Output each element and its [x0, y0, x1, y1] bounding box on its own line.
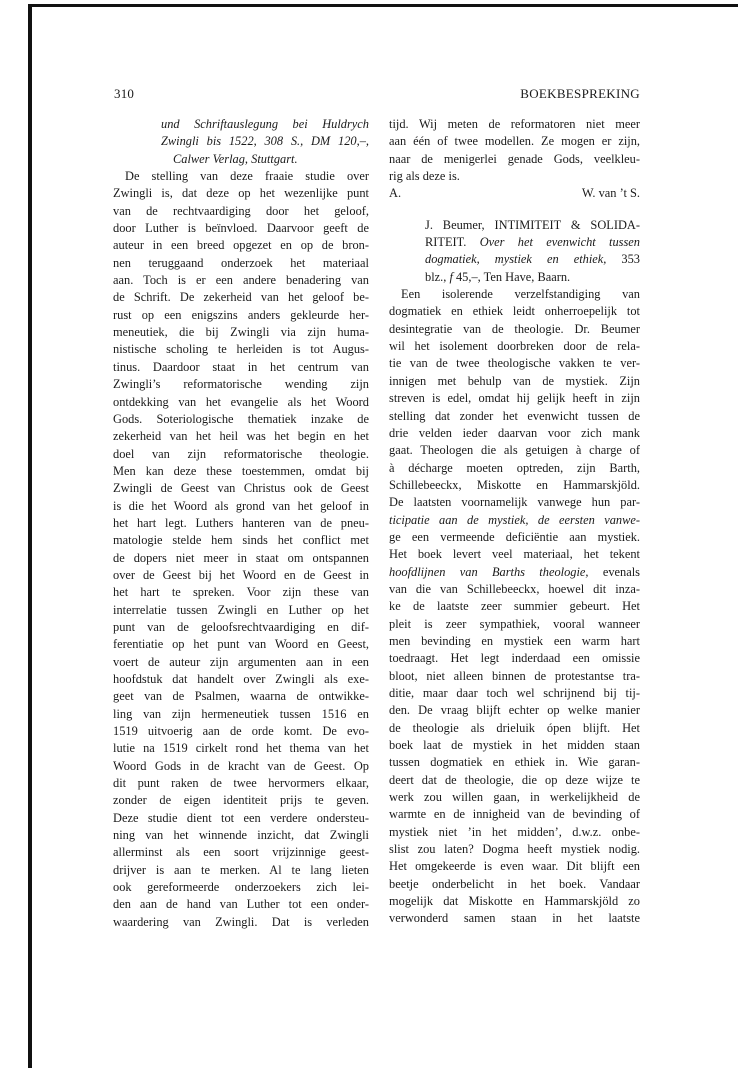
text-line: De stelling van deze fraaie studie over	[125, 169, 369, 184]
text-line: interrelatie tussen Zwingli en Luther op het	[113, 602, 369, 617]
scan-border-left	[28, 4, 32, 1068]
citation-line	[389, 234, 640, 251]
citation-line: Calwer Verlag, Stuttgart.	[173, 151, 298, 166]
text-line: den aan de hand van Luther tot een onder-	[113, 897, 369, 912]
text-line: het hart legt. Luthers hanteren van de pneu-	[113, 515, 369, 530]
text-line: door Luther is beïnvloed. Daarvoor geeft de	[113, 221, 369, 236]
text-line: allerminst als een soort vrijzinnige geest-	[113, 845, 369, 860]
citation-line	[389, 269, 640, 286]
text-line: van de rechtvaardiging door het geloof,	[113, 203, 369, 218]
text-line: bloot, niet alleen binnen de protestantse tra-	[389, 668, 640, 683]
text-line: mogelijk dat Miskotte en Hammarskjöld zo	[389, 894, 640, 909]
text-line: rig als deze is.	[389, 169, 460, 184]
text-line: streven is edel, omdat hij gelijk heeft in zijn	[389, 391, 640, 406]
text-line: doel van zijn reformatorische theologie.	[113, 446, 369, 461]
text-line: wil het isolement doorbreken door de rela-	[389, 339, 640, 354]
text-line: 1519 uitvoerig aan de orde komt. De evo-	[113, 724, 369, 739]
text-line: zekerheid van het heil was het begin en het	[113, 429, 369, 444]
running-head: BOEKBESPREKING	[520, 86, 640, 101]
text-line	[389, 564, 640, 581]
section-gap	[389, 203, 640, 217]
text-line: lutie na 1519 cirkelt rond het thema van het	[113, 741, 369, 756]
left-column	[113, 116, 369, 931]
text-line: aan. Toch is er een andere benadering van	[113, 273, 369, 288]
scan-border-top	[28, 4, 738, 7]
text-line: boek laat de mystiek in het midden staan	[389, 738, 640, 753]
text-line: de theologie als drieluik ópen blijft. Het	[389, 720, 640, 735]
text-line: stelling dat zonder het evenwicht tussen de	[389, 408, 640, 423]
text-line: Een isolerende verzelfstandiging van	[401, 287, 640, 302]
text-line: pleit is zeer sympathiek, vooral wanneer	[389, 616, 640, 631]
review-body	[389, 286, 640, 928]
text-line: ontdekking van het evangelie als het Woord	[113, 394, 369, 409]
text-line: ke de laatste zeer summier gebeurt. Het	[389, 599, 640, 614]
text-line: ticipatie aan de mystiek, de eersten vanwe-	[389, 512, 640, 527]
text-line: rust op een enigszins anders gekleurde her-	[113, 307, 369, 322]
text-line: is die het Woord als grond van het geloof in	[113, 498, 369, 513]
citation-line: Zwingli bis 1522, 308 S., DM 120,–,	[161, 134, 369, 149]
text-line: ook gereformeerde onderzoekers zich lei-	[113, 880, 369, 895]
text-line: de dopers niet meer in staat om ontspannen	[113, 550, 369, 565]
citation-line: und Schriftauslegung bei Huldrych	[161, 117, 369, 131]
text-line: dogmatiek en ethiek leidt onherroepelijk tot	[389, 304, 640, 319]
citation-title-end: RITEIT.	[425, 235, 480, 250]
text-line: warmte en de innigheid van de bevinding of	[389, 807, 640, 822]
text-line: ling van zijn hermeneutiek tussen 1516 en	[113, 706, 369, 721]
review-continuation	[389, 116, 640, 185]
text-line: voert de auteur zijn argumenten aan in een	[113, 654, 369, 669]
text-line: Zwingli is, dat deze op het wezenlijke punt	[113, 186, 369, 201]
text-line: ferentiatie op het punt van Woord en Geest,	[113, 637, 369, 652]
text-line: punt van de geloofsrechtvaardiging en dif-	[113, 619, 369, 634]
text-line: Woord Gods in de kracht van de Geest. Op	[113, 758, 369, 773]
text-line: auteur in een breed opgezet en op de bron-	[113, 238, 369, 253]
text-line: geet van de Psalmen, waarna de ontwikke-	[113, 689, 369, 704]
citation-publisher: 45,–, Ten Have, Baarn.	[452, 269, 571, 284]
citation-block	[113, 116, 369, 168]
text-line: hoofdstuk dat handelt over Zwingli als exe-	[113, 672, 369, 686]
text-line: waardering van Zwingli. Dat is verleden	[113, 914, 369, 929]
text-line: dit punt raken de twee hervormers elkaar,	[113, 776, 369, 791]
text-line: deert dat de theologie, die op deze wijze te	[389, 772, 640, 787]
text-line: meneutiek, die bij Zwingli via zijn huma-	[113, 325, 369, 340]
review-body	[113, 168, 369, 931]
text-line: van die van Schillebeeckx, hoewel dit inza-	[389, 581, 640, 596]
reviewer-signature	[389, 185, 640, 202]
text-line: aan één of twee modellen. Ze mogen er zijn,	[389, 134, 640, 149]
text-span: evenals	[588, 564, 640, 579]
text-line: Men kan deze these toestemmen, omdat bij	[113, 463, 369, 478]
text-line: verwonderd samen staan in het laatste	[389, 911, 640, 926]
text-line: tinus. Daardoor staat in het centrum van	[113, 359, 369, 374]
text-line: men bevinding en mystiek een warm hart	[389, 633, 640, 648]
signature-name: W. van ’t S.	[581, 186, 640, 201]
text-line: mystiek niet ’in het midden’, d.w.z. onbe-	[389, 824, 640, 839]
text-line: slist zou laten? Dogma heeft mystiek nodig.	[389, 842, 640, 857]
citation-author-title: J. Beumer, INTIMITEIT & SOLIDA-	[425, 217, 640, 232]
text-line: à décharge moeten optreden, zijn Barth,	[389, 460, 640, 475]
text-line: gaat. Theologen die als getuigen à charge of	[389, 443, 640, 458]
signature-initial: A.	[389, 186, 402, 201]
text-line: nen teruggaand onderzoek het materiaal	[113, 255, 369, 270]
text-line: naar de menigerlei genade Gods, veelkleu-	[389, 151, 640, 166]
text-line: werk zou willen gaan, in werkelijkheid de	[389, 790, 640, 805]
citation-currency: f	[449, 269, 453, 284]
text-line: tie van de twee theologische vakken te ver-	[389, 356, 640, 371]
citation-blz: blz.,	[425, 269, 450, 284]
text-line: ge een vermeende deficiëntie aan mystiek.	[389, 529, 640, 544]
text-line: Schillebeeckx, Miskotte en Hammarskjöld.	[389, 477, 640, 492]
text-line: Deze studie dient tot een verdere ondersteu-	[113, 810, 369, 825]
text-line: drijver is aan te merken. Al te lang lieten	[113, 862, 369, 877]
text-line: desintegratie van de theologie. Dr. Beumer	[389, 321, 640, 336]
text-line: ditie, maar daar toch wel schrijnend bij tij-	[389, 686, 640, 700]
citation-pages: 353	[606, 252, 641, 267]
text-line: zonder de eigen identiteit prijs te geven.	[113, 793, 369, 808]
text-line: toedraagt. Het legt inderdaad een omissie	[389, 651, 640, 666]
text-line: Het omgekeerde is even waar. Dit blijft een	[389, 859, 640, 874]
text-line: het hart te spreken. Voor zijn these van	[113, 585, 369, 600]
page-number: 310	[114, 86, 135, 101]
text-line: Het boek levert veel materiaal, het tekent	[389, 547, 640, 562]
text-line: over de Geest bij het Woord en de Geest in	[113, 567, 369, 582]
right-column	[389, 116, 640, 928]
text-line: De laatsten voornamelijk vanwege hun par-	[389, 495, 640, 510]
citation-block	[389, 217, 640, 286]
text-line: tijd. Wij meten de reformatoren niet meer	[389, 117, 640, 131]
citation-subtitle-cont: dogmatiek, mystiek en ethiek,	[425, 252, 607, 267]
text-line: beetje onderbelicht in het boek. Vandaar	[389, 876, 640, 891]
citation-subtitle: Over het evenwicht tussen	[479, 235, 641, 250]
text-line: ning van het winnende inzicht, dat Zwingli	[113, 828, 369, 843]
text-line: innigen met behulp van de mystiek. Zijn	[389, 373, 640, 388]
text-line: Zwingli de Geest van Christus ook de Geest	[113, 481, 369, 496]
text-line: nistische scholing te herleiden is tot Augus-	[113, 342, 369, 357]
text-line: Gods. Soteriologische thematiek inzake de	[113, 411, 369, 426]
text-line: den. De vraag blijft echter op welke manier	[389, 703, 640, 718]
text-line: de Schrift. De zekerheid van het geloof be-	[113, 290, 369, 305]
text-line: tussen dogmatiek en ethiek in. Wie garan-	[389, 755, 640, 770]
citation-line	[389, 217, 640, 234]
text-line: drie velden ieder daarvan voor zich mank	[389, 425, 640, 440]
text-line: matologie stelde hem sinds het conflict met	[113, 533, 369, 548]
emphasis-span: hoofdlijnen van Barths theologie,	[389, 564, 589, 579]
citation-line	[389, 251, 640, 268]
text-line: Zwingli’s reformatorische wending zijn	[113, 377, 369, 392]
